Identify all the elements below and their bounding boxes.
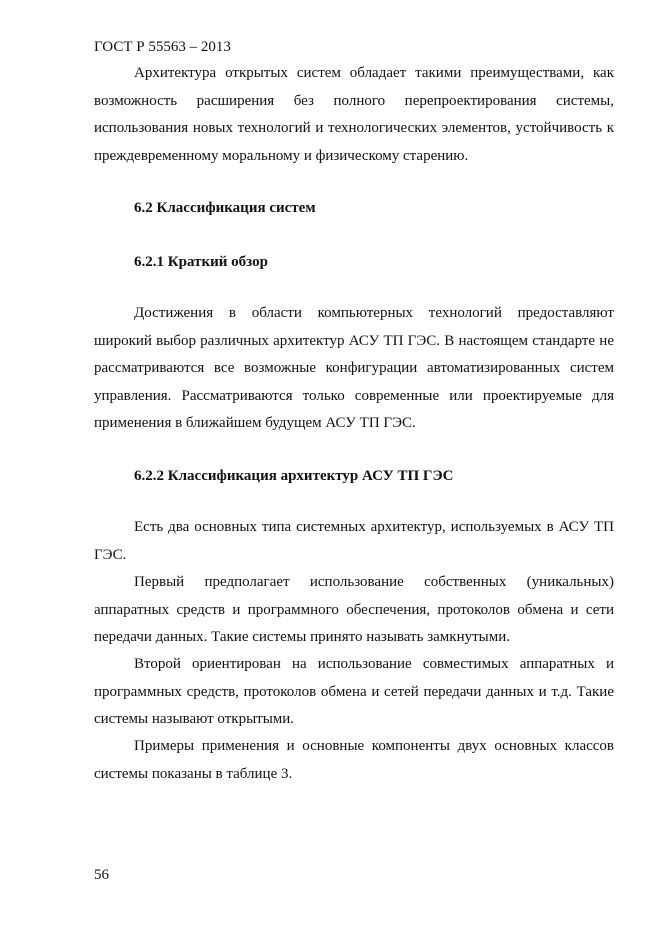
document-header-standard: ГОСТ Р 55563 – 2013 <box>94 39 231 55</box>
section-heading-6-2-1: 6.2.1 Краткий обзор <box>134 254 268 270</box>
paragraph-second-type: Второй ориентирован на использование совместимых аппаратных и программных средств, протоколов обмена и сетей передачи данных и т.д. Такие системы называют открытыми. <box>94 656 614 727</box>
section-heading-6-2: 6.2 Классификация систем <box>134 200 316 216</box>
section-heading-6-2-2: 6.2.2 Классификация архитектур АСУ ТП ГЭС <box>134 468 454 484</box>
paragraph-first-type: Первый предполагает использование собственных (уникальных) аппаратных средств и программного обеспечения, протоколов обмена и сети передачи данных. Такие системы принято называть замкнутыми. <box>94 574 614 645</box>
page-number: 56 <box>94 867 109 883</box>
paragraph-intro: Архитектура открытых систем обладает такими преимуществами, как возможность расширения без полного перепроектирования системы, использования новых технологий и технологических элементов, устойчивость к преждевременному моральному и физическому старению. <box>94 65 614 164</box>
paragraph-examples: Примеры применения и основные компоненты двух основных классов системы показаны в таблице 3. <box>94 738 614 782</box>
paragraph-overview: Достижения в области компьютерных технологий предоставляют широкий выбор различных архитектур АСУ ТП ГЭС. В настоящем стандарте не рассматриваются все возможные конфигурации автоматизированных систем управления. Рассматриваются только современные или проектируемые для применения в ближайшем будущем АСУ ТП ГЭС. <box>94 305 614 431</box>
paragraph-two-types: Есть два основных типа системных архитектур, используемых в АСУ ТП ГЭС. <box>94 519 614 563</box>
